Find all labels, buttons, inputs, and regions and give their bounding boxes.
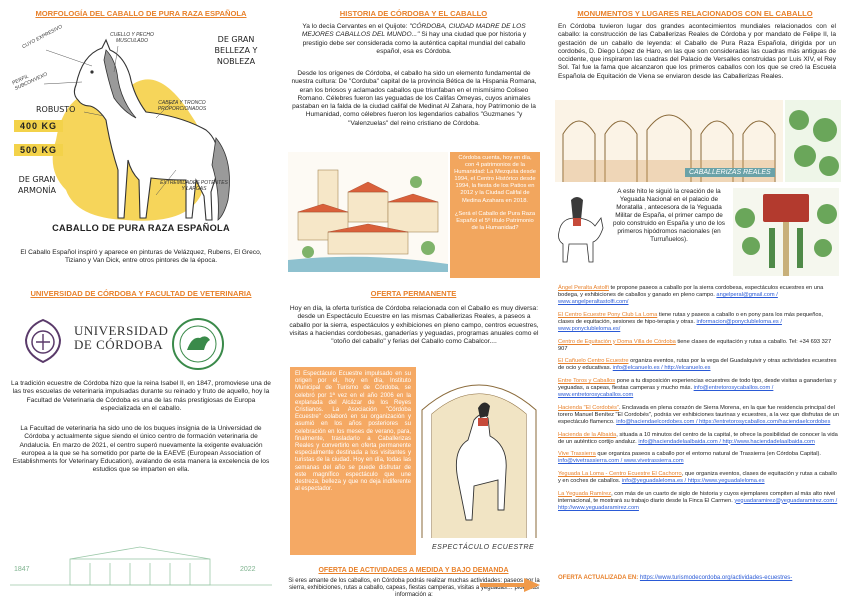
entry-link-pony-club[interactable]: El Centro Ecuestre Pony Club La Loma: [558, 311, 658, 318]
note-belleza: DE GRAN BELLEZA Y NOBLEZA: [214, 35, 258, 66]
column-history: [282, 0, 545, 599]
list-item: Hacienda de la Albaida, situada a 10 minutos del centro de la capital, te ofrece la posibilidad de conocer la vida de un auténtico cortijo andaluz. info@haciendadelaalbaida.com / http://www.haciendadelaalbaida.com: [558, 431, 838, 445]
list-item: Ángel Peralta Astolfi te propone paseos a caballo por la sierra cordobesa, espectáculos ecuestres en una bodega, y exhibiciones de caballos y ganado en pleno campo. angelperal@gmail.com / www.angelperaltastolfi.com/: [558, 285, 824, 306]
update-label: OFERTA ACTUALIZADA EN:: [558, 575, 640, 581]
year-right: 2022: [240, 566, 256, 573]
custom-header: OFERTA DE ACTIVIDADES A MEDIDA Y BAJO DEMANDA: [318, 567, 509, 574]
column-morphology: [0, 0, 282, 595]
entry-link-el-cordobes[interactable]: Hacienda "El Cordobés": [558, 404, 619, 411]
university-header: UNIVERSIDAD DE CÓRDOBA Y FACULTAD DE VETERINARIA: [30, 289, 252, 298]
entry-contact-yeguada-loma[interactable]: info@yeguadaleloma.es / https://www.yeguadaleloma.es: [621, 477, 765, 484]
veterinary-seal-icon: [170, 316, 226, 372]
university-seal-icon: [20, 318, 66, 364]
update-link[interactable]: https://www.turismodecordoba.org/actividades-ecuestres-: [639, 575, 793, 581]
university-text-1: La tradición ecuestre de Córdoba hizo que la reina Isabel II, en 1847, promoviese una de las tres escuelas de veterinaria impulsadas durante su reinado y fruto de aquello, hoy la Facultad de Veterinaria de Córdoba es una de las más prestigiosas de Europa especializada en el caballo.: [11, 380, 271, 412]
quote-tail: Si hay una ciudad que por historia y prestigio debe ser considerada como la auténtica capital mundial del caballo español, esa es Córdoba.: [302, 31, 527, 55]
entry-link-peralta[interactable]: Ángel Peralta Astolfi: [558, 285, 609, 291]
entry-contact-toros-caballos[interactable]: info@entretorosycaballos.com / www.entretorosycaballos.com: [558, 385, 774, 399]
history-header: HISTORIA DE CÓRDOBA Y EL CABALLO: [339, 9, 488, 18]
university-text-2: La Facultad de veterinaria ha sido uno de los buques insignia de la Universidad de Córdoba y actualmente sigue siendo el único centro de formación veterinaria de Andalucía. En marzo de 2021, el centro superó nuevamente la exigente evaluación europea a la que se ha sometido por parte de la EAEVE (European Association of Establishments for Veterinary Education), avalando de esta manera la excelencia de los estudios que se imparten en ella.: [12, 425, 270, 474]
entry-link-trassierra[interactable]: Vive Trassierra: [558, 451, 596, 458]
quote-text: "CÓRDOBA, CIUDAD MADRE DE LOS MEJORES CABALLOS DEL MUNDO...": [301, 23, 526, 39]
entry-contact-el-cordobes[interactable]: info@haciendaelcordobes.com / https://entretorosycaballos.com/haciendaelcordobes: [616, 418, 831, 425]
list-item: Centro de Equitación y Doma Villa de Córdoba tiene clases de equitación y rutas a caballo. Tel: +34 693 327 907: [558, 338, 832, 352]
entry-link-canuelo[interactable]: El Cañuelo Centro Ecuestre: [558, 358, 629, 365]
note-cuello: CUELLO Y PECHO MUSCULADO: [110, 32, 154, 44]
morphology-header: MORFOLOGÍA DEL CABALLO DE PURA RAZA ESPAÑOLA: [35, 9, 247, 18]
horse-title: CABALLO DE PURA RAZA ESPAÑOLA: [52, 223, 230, 233]
entry-contact-ramirez[interactable]: yeguadaramirez@yeguadaramirez.com / http://www.yeguadaramirez.com: [558, 497, 838, 511]
cordoba-city-icon: [288, 152, 448, 272]
entry-link-toros-caballos[interactable]: Entre Toros y Caballos: [558, 377, 616, 384]
entry-link-yeguada-loma[interactable]: Yeguada La Loma - Centro Ecuestre El Cachorro: [558, 470, 682, 477]
custom-text: Si eres amante de los caballos, en Córdoba podrás realizar muchas actividades: paseos por la sierra, exhibiciones, rutas a caballo, capeas, fiestas camperas, visitas a yeguadas… pide más información a:: [288, 578, 540, 599]
moratalla-palace-icon: [733, 188, 839, 276]
entry-contact-canuelo[interactable]: info@elcanuelo.es / http://elcanuelo.es: [612, 365, 711, 372]
note-armonia: DE GRAN ARMONÍA: [17, 175, 57, 195]
quote-block: [290, 23, 538, 56]
entry-contact-pony-club[interactable]: informacion@ponyclubleloma.es / www.ponyclubleloma.es/: [558, 318, 782, 332]
entry-link-ramirez[interactable]: La Yeguada Ramírez: [558, 490, 612, 497]
note-robusto: ROBUSTO: [36, 105, 76, 114]
list-item: La Yeguada Ramírez, con más de un cuarto de siglo de historia y cuyos ejemplares compiten al más alto nivel internacional, te mostrará su trabajo diario desde la Finca El Carmen. yeguadaramirez@yeguadaramirez.com / http://www.yeguadaramirez.com: [558, 490, 838, 511]
note-cuyo: CUYO EXPRESIVO: [21, 23, 64, 51]
update-line: [558, 575, 792, 581]
weight-500: 500 KG: [14, 144, 63, 156]
caballerizas-caption: CABALLERIZAS REALES: [685, 168, 775, 177]
list-item: Yeguada La Loma - Centro Ecuestre El Cachorro, que organiza eventos, clases de equitación y rutas a caballo y en coches de caballos. info@yeguadaleloma.es / https://www.yeguadaleloma.es: [558, 470, 837, 484]
entry-contact-albaida[interactable]: info@haciendadelaalbaida.com / http://www.haciendadelaalbaida.com: [638, 438, 815, 445]
painters-text: El Caballo Español inspiró y aparece en pinturas de Velázquez, Rubens, El Greco, Tiziano y Van Dick, entre otros pintores de la época.: [20, 249, 262, 265]
activities-list: [558, 285, 840, 517]
quote-intro: Ya lo decía Cervantes en el Quijote:: [302, 23, 408, 30]
year-left: 1847: [14, 566, 30, 573]
entry-contact-peralta[interactable]: angelperal@gmail.com / www.angelperaltastolfi.com/: [558, 292, 778, 306]
note-extremidades: EXTREMIDADES POTENTES Y LARGAS: [160, 180, 228, 192]
heritage-box: [450, 152, 540, 278]
list-item: Entre Toros y Caballos pone a tu disposición experiencias ecuestres de todo tipo, desde visitas a ganaderías y yeguadas, a capeas, fiestas camperas y mucho más. info@entretorosycaballos.com / www.entretorosycaballos.com: [558, 377, 837, 399]
note-perfil: PERFIL SUBCONVEXO: [11, 71, 49, 92]
monuments-header: MONUMENTOS Y LUGARES RELACIONADOS CON EL CABALLO: [577, 9, 813, 18]
show-box: El Espectáculo Ecuestre impulsado en su origen por el, hoy en día, Instituto Municipal de Turismo de Córdoba, se celebró por 1ª vez en el año 2006 en la explanada del Alcázar de los Reyes Cristianos. La Asociación "Córdoba Ecuestre" colaboró en su organización y asumió en los años posteriores su celebración en los meses de verano, para, finalmente, trasladarlo a Caballerizas Reales y convertirlo en oferta permanente especialmente destinada a los visitantes y turistas de la ciudad. Hoy en día, todas las semanas del año se puede disfrutar de este magnífico espectáculo que une destreza, belleza y que no deja indiferente al espectador.: [290, 367, 416, 555]
horse-illustration: [6, 20, 276, 238]
rider-icon: [553, 188, 605, 268]
heritage-question: ¿Será el Caballo de Pura Raza Español el 5º título Patrimonio de la Humanidad?: [454, 210, 536, 231]
offer-text: Hoy en día, la oferta turística de Córdoba relacionada con el Caballo es muy diversa: desde un Espectáculo Ecuestre en las mismas Caballerizas Reales, a paseos a caballo por la sierra, espectáculos y exhibiciones en pleno campo, centros ecuestres, visitas a haciendas cordobesas, ganaderías y yeguadas, programas anuales como el "otoño del caballo" y ferias del Caballo como Cabalcor....: [289, 305, 539, 346]
show-caption: ESPECTÁCULO ECUESTRE: [432, 544, 535, 551]
heritage-text: Córdoba cuenta, hoy en día, con 4 patrimonios de la Humanidad: La Mezquita desde 1994, el Centro Histórico desde 1994, la fiesta de los Patios en 2012 y la Ciudad Califal de Medina Azahara en 2018.: [454, 155, 536, 204]
equestrian-show-icon: [418, 370, 540, 540]
faculty-building-icon: [10, 545, 272, 591]
monuments-text: En Córdoba tuvieron lugar dos grandes acontecimientos mundiales relacionados con el caballo: la construcción de las Caballerizas Reales de Córdoba y por mandato de Felipe II, la gestación de un caballo de leyenda: el Caballo de Pura Raza Española, dirigida por un cordobés, D. Diego López de Haro, en las que son consideradas las cuadras más antiguas de occidente, que inspiraron las cuadras del Palacio de Versalles construidas por Luis XIV, el Rey Sol. Tal fue la fama que alcanzaron que los primeros caballos con los que se creó la Escuela Española de Equitación de Viena se enviaron desde las Caballerizas Reales.: [558, 23, 836, 80]
list-item: Hacienda "El Cordobés". Enclavada en plena corazón de Sierra Morena, en la que fue residencia principal del torero Manuel Benítez "El Cordobés", podrás ver exhibiciones taurinas y ecuestres, a la vez que disfrutas de un espectáculo flamenco. info@haciendaelcordobes.com / https://entretorosycaballos.com/haciendaelcordobes: [558, 404, 839, 425]
note-cabeza: CABEZA Y TRONCO PROPORCIONADOS: [157, 100, 207, 112]
arrow-right-icon: [478, 576, 542, 594]
entry-contact-trassierra[interactable]: info@vivetrassierra.com / www.vivetrassierra.com: [558, 458, 684, 465]
offer-header: OFERTA PERMANENTE: [370, 289, 457, 298]
moratalla-text: A este hito le siguió la creación de la Yeguada Nacional en el palacio de Moratalla , antecesora de la Yeguada Militar de España, el primer campo de polo construido en España y uno de los primeros hipódromos nacionales (en Turruñuelos).: [613, 188, 725, 243]
list-item: Vive Trassierra que organiza paseos a caballo por el entorno natural de Trassierra (en Córdoba Capital). info@vivetrassierra.com / www.vivetrassierra.com: [558, 451, 821, 465]
entry-link-albaida[interactable]: Hacienda de la Albaida: [558, 431, 617, 438]
history-text: Desde los orígenes de Córdoba, el caballo ha sido un elemento fundamental de nuestra cultura: De "Corduba" capital de la provincia Bética de la Hispania Romana, eran los briosos y aclamados caballos que triunfaban en el mismísimo Coliseo Romano. Célebres fueron las yeguadas de los Califas Omeyas, cuyos animales pastaban en la falda de la ciudad califal de Medinat Al Zahara, hoy Patrimonio de la Humanidad, como célebres fueron los legendarios caballos "Guzmanes "y "Valenzuelas" del reino cristiano de Córdoba.: [291, 70, 537, 127]
weight-400: 400 KG: [14, 120, 63, 132]
garden-icon: [785, 100, 841, 182]
university-logo-text: UNIVERSIDAD DE CÓRDOBA: [74, 323, 169, 352]
list-item: El Cañuelo Centro Ecuestre organiza eventos, rutas por la vega del Guadalquivir y otras actividades ecuestres de ocio y educativas. info@elcanuelo.es / http://elcanuelo.es: [558, 358, 837, 372]
list-item: El Centro Ecuestre Pony Club La Loma tiene rutas y paseos a caballo o en pony para los más pequeños, clases de equitación, sesiones de hipo-terapia y otras. informacion@ponyclubleloma.es / www.ponyclubleloma.es/: [558, 311, 823, 332]
entry-link-villa-cordoba[interactable]: Centro de Equitación y Doma Villa de Córdoba: [558, 338, 676, 345]
